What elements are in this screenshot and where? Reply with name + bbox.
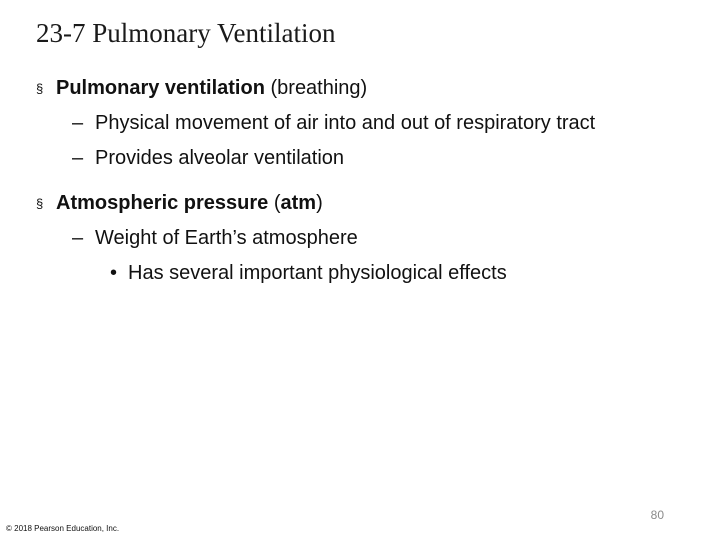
sub-sub-bullet-text: Has several important physiological effects (128, 262, 507, 284)
term-atmospheric-pressure: Atmospheric pressure (56, 192, 269, 214)
sub-bullet-physical-movement (36, 109, 676, 138)
bullet-pulmonary-ventilation (36, 74, 676, 103)
dash-bullet-icon: – (72, 112, 84, 134)
dash-bullet-icon: – (72, 227, 84, 249)
term-pulmonary-ventilation: Pulmonary ventilation (56, 77, 265, 99)
sub-sub-bullet-physiological-effects (36, 259, 676, 288)
section-bullet-icon: § (36, 81, 44, 96)
dash-bullet-icon: – (72, 147, 84, 169)
dot-bullet-icon: • (110, 262, 118, 284)
page-number: 80 (650, 508, 664, 522)
section-bullet-icon: § (36, 196, 44, 211)
paren-close: ) (316, 192, 323, 214)
term-qualifier: (breathing) (264, 77, 368, 99)
sub-bullet-weight-of-atmosphere (36, 224, 676, 253)
bullet-atmospheric-pressure (36, 189, 676, 218)
slide-body (36, 74, 676, 288)
sub-bullet-text: Physical movement of air into and out of respiratory tract (95, 112, 596, 134)
paren-open: ( (268, 192, 281, 214)
copyright-notice: © 2018 Pearson Education, Inc. (6, 524, 120, 533)
term-abbreviation: atm (280, 192, 317, 214)
sub-bullet-text: Provides alveolar ventilation (95, 147, 345, 169)
sub-bullet-text: Weight of Earth’s atmosphere (95, 227, 358, 249)
sub-bullet-alveolar-ventilation (36, 144, 676, 173)
slide-title: 23-7 Pulmonary Ventilation (36, 18, 336, 48)
